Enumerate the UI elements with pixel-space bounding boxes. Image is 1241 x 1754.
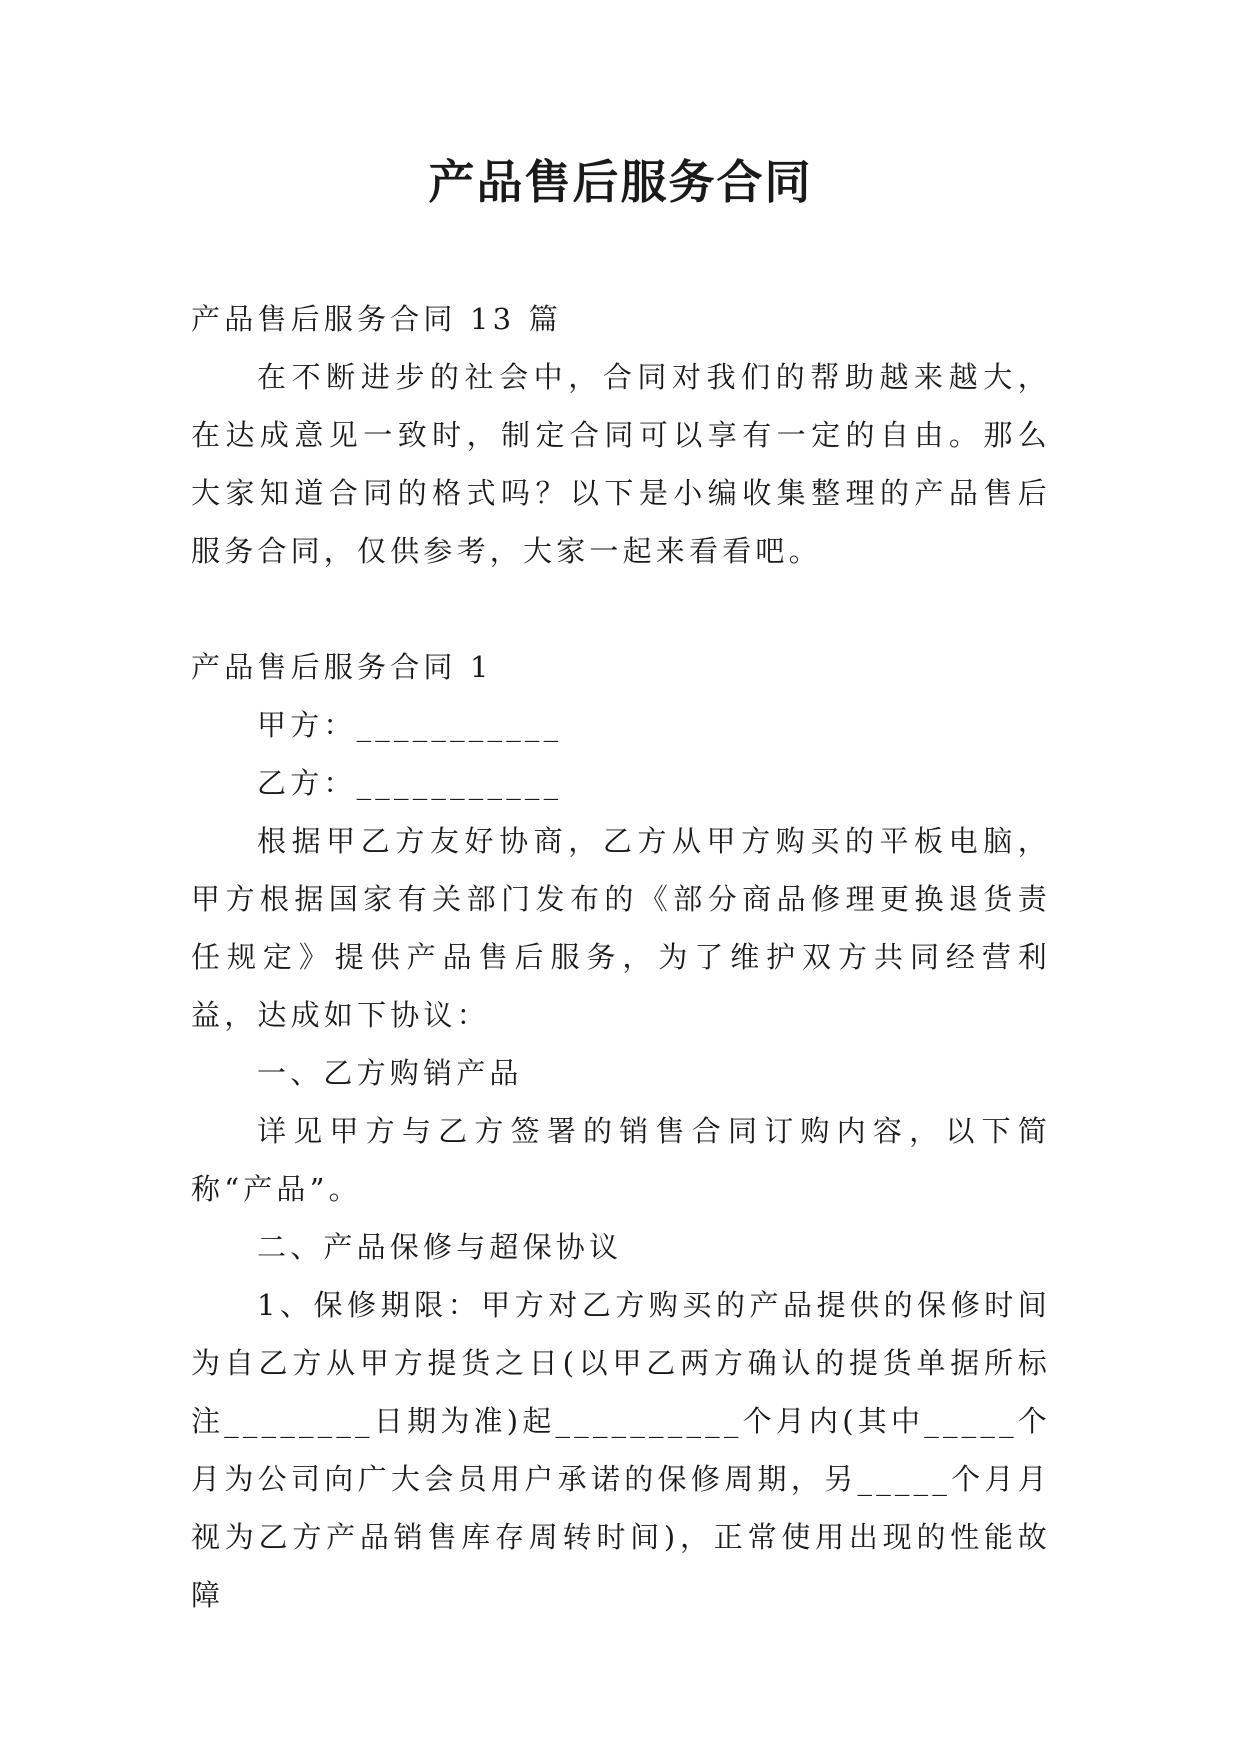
- preamble-paragraph: 根据甲乙方友好协商，乙方从甲方购买的平板电脑，甲方根据国家有关部门发布的《部分商品修理更换退货责任规定》提供产品售后服务，为了维护双方共同经营利益，达成如下协议：: [191, 824, 1051, 1032]
- party-a-line: 甲方：___________: [257, 708, 563, 742]
- document-body: [191, 290, 1051, 1624]
- section-heading-2: 二、产品保修与超保协议: [257, 1230, 623, 1264]
- warranty-period-paragraph: 1、保修期限：甲方对乙方购买的产品提供的保修时间为自乙方从甲方提货之日(以甲乙两方确认的提货单据所标注________日期为准)起__________个月内(其中_____个月为公司向广大会员用户承诺的保修周期，另_____个月月视为乙方产品销售库存周转时间)，正常使用出现的性能故障: [191, 1288, 1051, 1612]
- section-heading-1: 一、乙方购销产品: [257, 1056, 523, 1090]
- document-title: 产品售后服务合同: [428, 155, 813, 209]
- collection-heading: 产品售后服务合同 13 篇: [191, 302, 562, 336]
- section-1-paragraph: 详见甲方与乙方签署的销售合同订购内容，以下简称“产品”。: [191, 1114, 1051, 1206]
- party-b-line: 乙方：___________: [257, 766, 563, 800]
- intro-paragraph: 在不断进步的社会中，合同对我们的帮助越来越大，在达成意见一致时，制定合同可以享有一定的自由。那么大家知道合同的格式吗？以下是小编收集整理的产品售后服务合同，仅供参考，大家一起来看看吧。: [191, 360, 1051, 568]
- contract-heading: 产品售后服务合同 1: [191, 650, 493, 684]
